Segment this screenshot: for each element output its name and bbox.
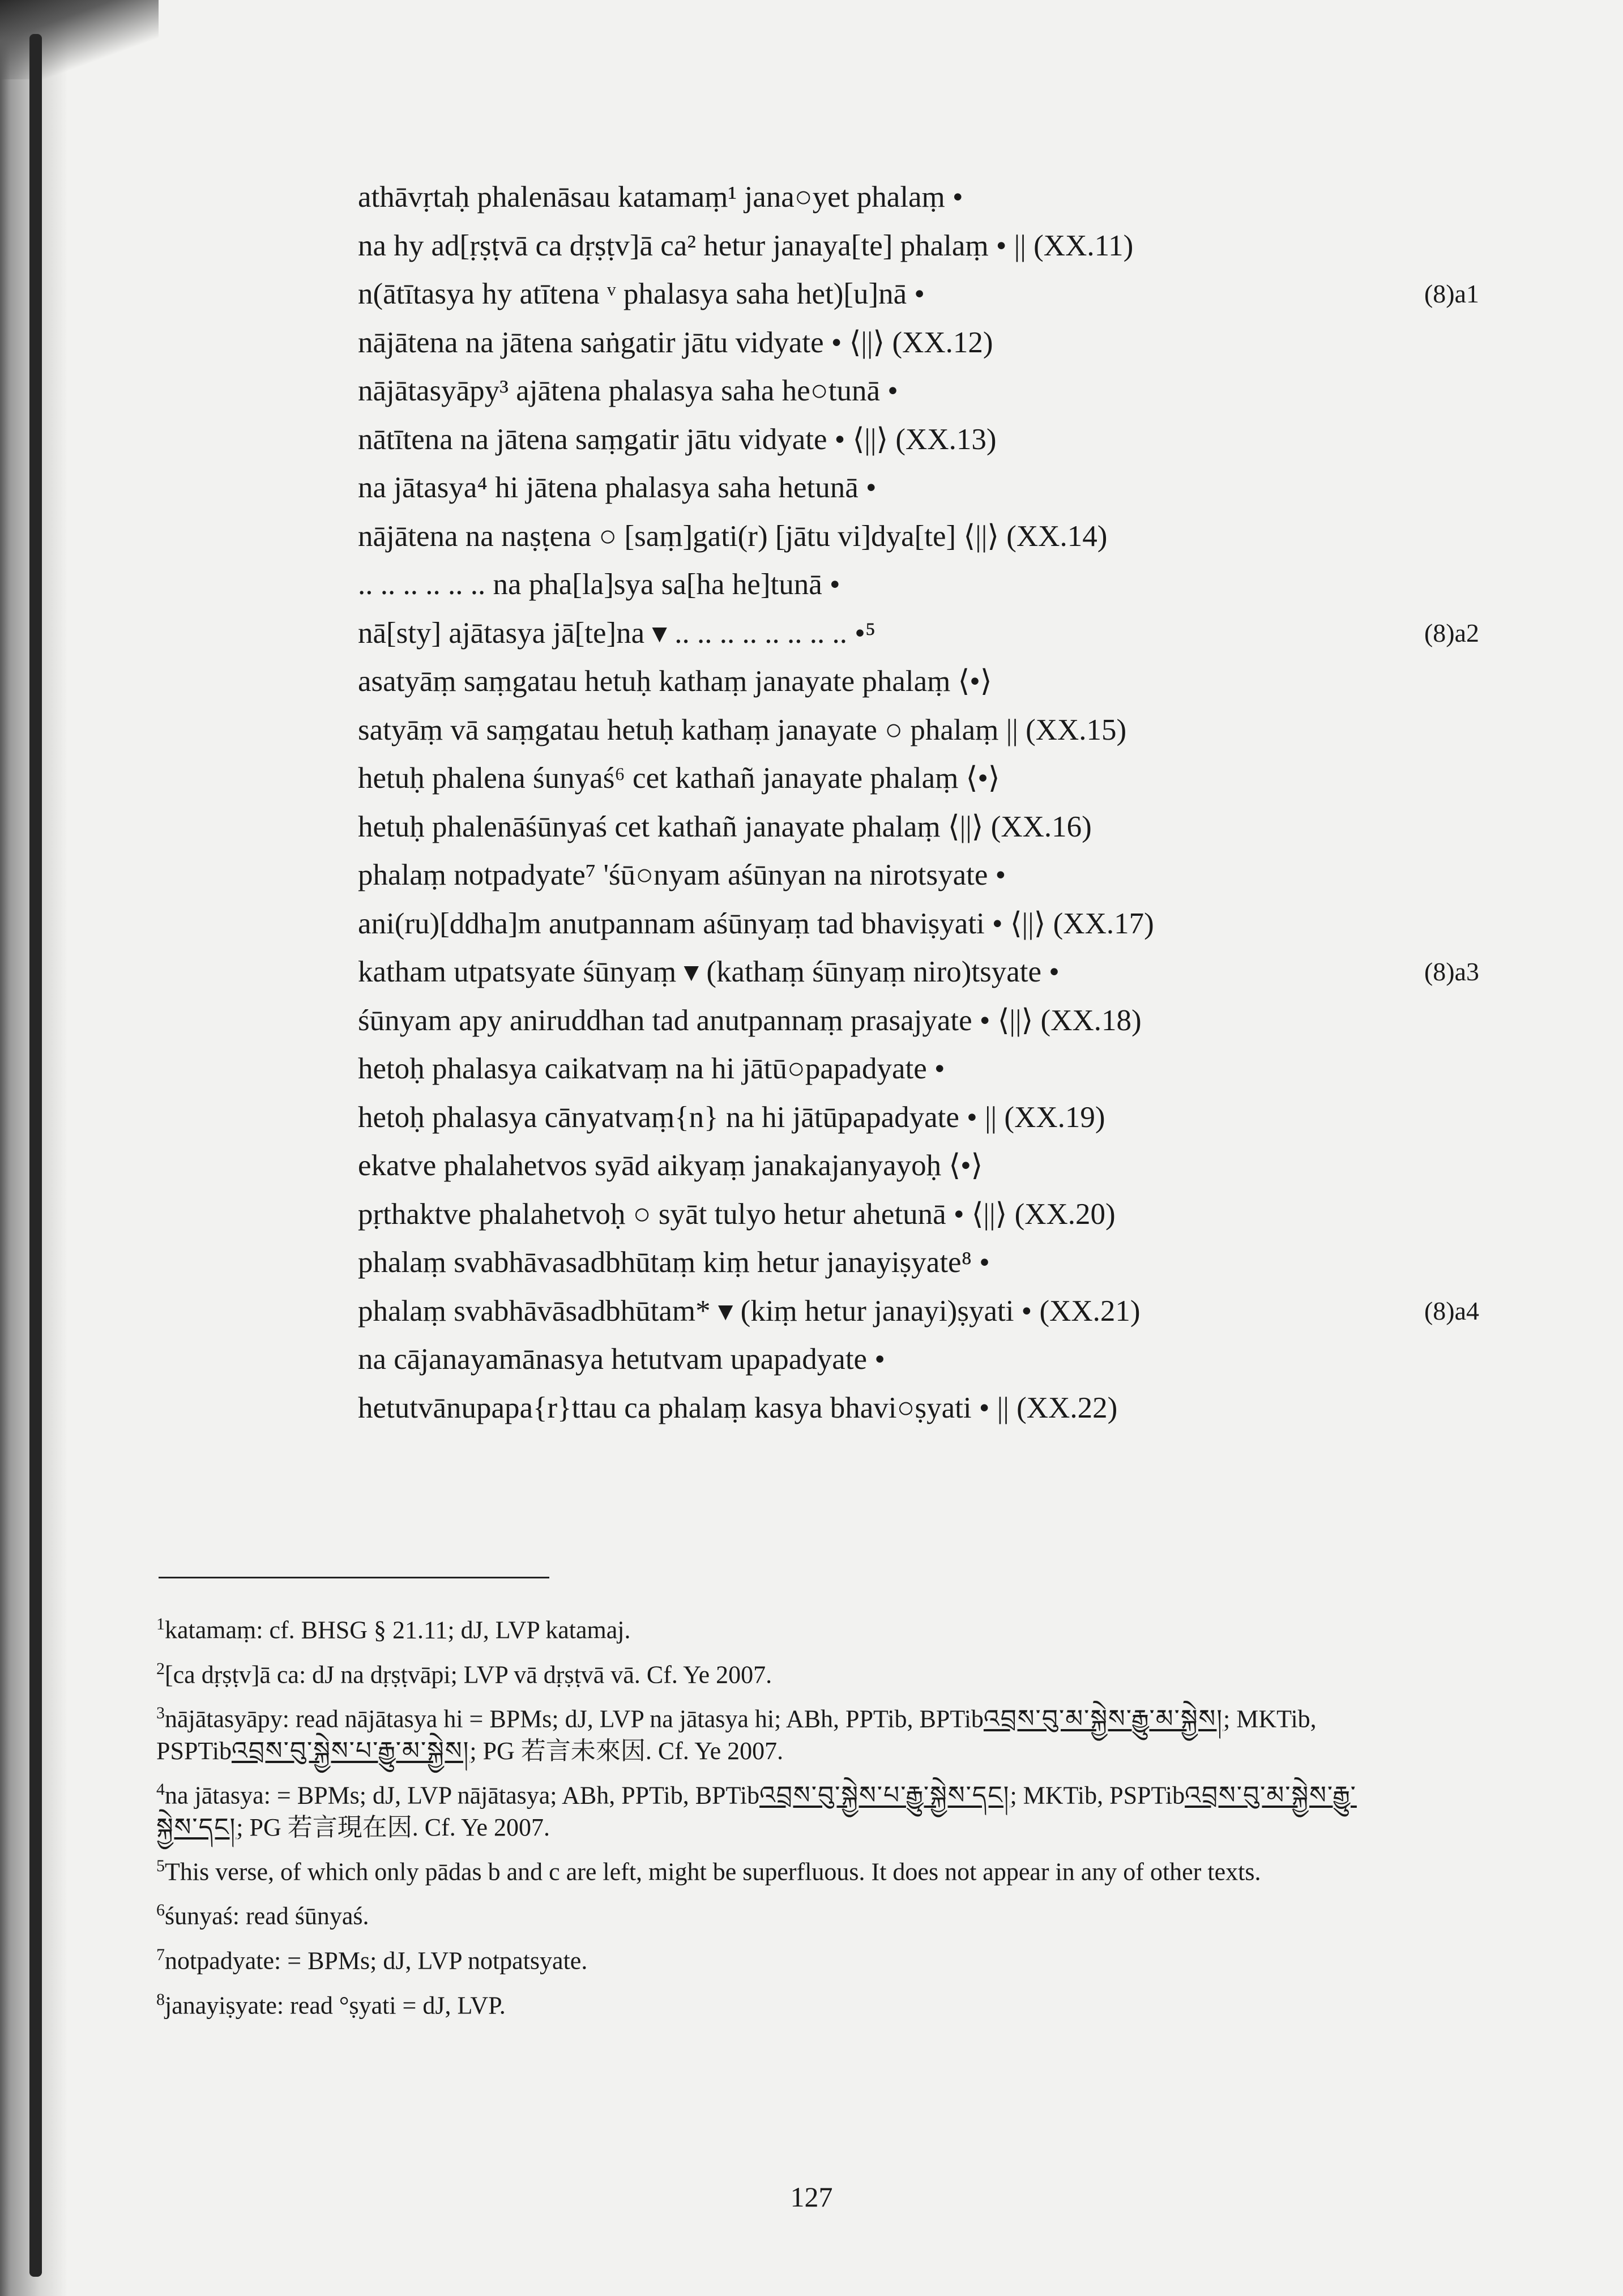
footnote-text: śunyaś: read śūnyaś. — [165, 1902, 369, 1930]
verse-line — [358, 1242, 1490, 1291]
verse-text: phalaṃ svabhāvāsadbhūtam* ▾ (kiṃ hetur janayi)ṣyati • (XX.21) — [358, 1294, 1141, 1328]
footnote-text: ; PG 若言現在因. Cf. Ye 2007. — [236, 1813, 550, 1841]
verse-text: pṛthaktve phalahetvoḥ ○ syāt tulyo hetur ahetunā • ⟨||⟩ (XX.20) — [358, 1197, 1116, 1231]
verse-text: na cājanayamānasya hetutvam upapadyate • — [358, 1343, 885, 1376]
footnote — [156, 1653, 1368, 1691]
binding-corner — [0, 0, 159, 79]
footnote — [156, 1939, 1368, 1977]
footnote-text: ; PG 若言未來因. Cf. Ye 2007. — [469, 1736, 784, 1765]
verse-text: katham utpatsyate śūnyaṃ ▾ (kathaṃ śūnyaṃ niro)tsyate • — [358, 955, 1060, 988]
verse-line — [358, 903, 1490, 952]
footnotes — [156, 1608, 1368, 2028]
verse-text: nā[sty] ajātasya jā[te]na ▾ .. .. .. .. .. .. .. .. •⁵ — [358, 616, 876, 650]
verse-line — [358, 177, 1490, 225]
verse-text: hetutvānupapa{r}ttau ca phalaṃ kasya bhavi○ṣyati • || (XX.22) — [358, 1391, 1118, 1424]
verse-line — [358, 1291, 1490, 1339]
verse-line — [358, 225, 1490, 274]
verse-line — [358, 516, 1490, 565]
footnote-text: notpadyate: = BPMs; dJ, LVP notpatsyate. — [165, 1947, 588, 1975]
verse-text: hetoḥ phalasya caikatvaṃ na hi jātū○papadyate • — [358, 1052, 945, 1085]
verse-text: athāvṛtaḥ phalenāsau katamaṃ¹ jana○yet phalaṃ • — [358, 181, 963, 214]
verse-text: hetuḥ phalena śunyaś⁶ cet kathañ janayate phalaṃ ⟨•⟩ — [358, 762, 1000, 795]
verse-line — [358, 1145, 1490, 1194]
verse-text: hetoḥ phalasya cānyatvaṃ{n} na hi jātūpapadyate • || (XX.19) — [358, 1100, 1105, 1134]
footnote-rule — [159, 1577, 549, 1578]
footnote-number: 5 — [156, 1856, 165, 1875]
verse-line — [358, 710, 1490, 758]
verse-text: n(ātītasya hy atītena ᵛ phalasya saha het)[u]nā • — [358, 278, 925, 310]
verse-line — [358, 370, 1490, 419]
footnote-text: ; MKTib, PSPTib — [156, 1705, 1317, 1765]
verse-text: phalaṃ notpadyate⁷ 'śū○nyam aśūnyan na nirotsyate • — [358, 859, 1006, 891]
verse-line — [358, 758, 1490, 806]
footnote-number: 7 — [156, 1945, 165, 1964]
verse-line — [358, 855, 1490, 903]
footnote-text: This verse, of which only pādas b and c are left, might be superfluous. It does not appear in any of other texts. — [165, 1858, 1261, 1886]
verse-line — [358, 1388, 1490, 1436]
verse-line — [358, 661, 1490, 710]
tibetan-text: འབྲས་བུ་མ་སྐྱེས་རྒྱུ་མ་སྐྱེས། — [983, 1705, 1223, 1733]
verse-line — [358, 419, 1490, 468]
footnote-number: 8 — [156, 1990, 165, 2009]
verse-text: phalaṃ svabhāvasadbhūtaṃ kiṃ hetur janayiṣyate⁸ • — [358, 1246, 990, 1279]
footnote-text: janayiṣyate: read °ṣyati = dJ, LVP. — [165, 1991, 506, 2020]
verse-line — [358, 1339, 1490, 1388]
verse-line — [358, 564, 1490, 613]
footnote-number: 1 — [156, 1615, 165, 1633]
verse-text: satyāṃ vā saṃgatau hetuḥ kathaṃ janayate ○ phalaṃ || (XX.15) — [358, 713, 1127, 746]
footnote-number: 2 — [156, 1659, 165, 1678]
folio-reference: (8)a3 — [1424, 957, 1479, 986]
verse-text: ani(ru)[ddha]m anutpannam aśūnyaṃ tad bhaviṣyati • ⟨||⟩ (XX.17) — [358, 907, 1154, 940]
verse-text: nājātasyāpy³ ajātena phalasya saha he○tunā • — [358, 374, 898, 407]
verse-text: .. .. .. .. .. .. na pha[la]sya sa[ha he]tunā • — [358, 568, 840, 601]
verse-line — [358, 1000, 1490, 1049]
verse-text: nājātena na jātena saṅgatir jātu vidyate • ⟨||⟩ (XX.12) — [358, 326, 993, 359]
footnote-text: na jātasya: = BPMs; dJ, LVP nājātasya; ABh, PPTib, BPTib — [165, 1781, 760, 1810]
folio-reference: (8)a4 — [1424, 1296, 1479, 1325]
footnote — [156, 1697, 1368, 1767]
verse-line — [358, 1048, 1490, 1097]
footnote-number: 6 — [156, 1901, 165, 1920]
footnote — [156, 1774, 1368, 1843]
footnote-number: 3 — [156, 1704, 165, 1723]
footnote — [156, 1984, 1368, 2022]
verse-text: na jātasya⁴ hi jātena phalasya saha hetunā • — [358, 471, 877, 504]
page-number: 127 — [790, 2181, 833, 2213]
folio-reference: (8)a2 — [1424, 618, 1479, 647]
footnote-text: ; MKTib, PSPTib — [1010, 1781, 1185, 1810]
verse-line — [358, 1097, 1490, 1146]
footnote-text: nājātasyāpy: read nājātasya hi = BPMs; dJ, LVP na jātasya hi; ABh, PPTib, BPTib — [165, 1705, 984, 1733]
verse-line — [358, 806, 1490, 855]
verse-line — [358, 322, 1490, 371]
verse-text: hetuḥ phalenāśūnyaś cet kathañ janayate phalaṃ ⟨||⟩ (XX.16) — [358, 810, 1092, 843]
footnote — [156, 1894, 1368, 1932]
verse-line — [358, 467, 1490, 516]
tibetan-text: འབྲས་བུ་མ་སྐྱེས་རྒྱུ་སྐྱེས་དང། — [156, 1781, 1357, 1841]
verse-line — [358, 613, 1490, 662]
footnote — [156, 1608, 1368, 1646]
footnote-text: katamaṃ: cf. BHSG § 21.11; dJ, LVP katamaj. — [165, 1616, 631, 1644]
folio-reference: (8)a1 — [1424, 279, 1479, 308]
verse-text: ekatve phalahetvos syād aikyaṃ janakajanyayoḥ ⟨•⟩ — [358, 1149, 983, 1182]
footnote-text: [ca dṛṣṭv]ā ca: dJ na dṛṣṭvāpi; LVP vā dṛṣṭvā vā. Cf. Ye 2007. — [165, 1661, 772, 1689]
verse-line — [358, 274, 1490, 322]
verse-text: nājātena na naṣṭena ○ [saṃ]gati(r) [jātu vi]dya[te] ⟨||⟩ (XX.14) — [358, 519, 1108, 553]
footnote-number: 4 — [156, 1779, 165, 1799]
binding-edge — [29, 34, 42, 2277]
verse-text: śūnyam apy aniruddhan tad anutpannaṃ prasajyate • ⟨||⟩ (XX.18) — [358, 1004, 1142, 1037]
verse-text: nātītena na jātena saṃgatir jātu vidyate • ⟨||⟩ (XX.13) — [358, 423, 997, 456]
verse-line — [358, 951, 1490, 1000]
verse-text: asatyāṃ saṃgatau hetuḥ kathaṃ janayate phalaṃ ⟨•⟩ — [358, 665, 992, 698]
tibetan-text: འབྲས་བུ་སྐྱེས་པ་རྒྱུ་སྐྱེས་དང། — [759, 1781, 1010, 1810]
verse-block — [358, 177, 1490, 1436]
footnote — [156, 1850, 1368, 1888]
tibetan-text: འབྲས་བུ་སྐྱེས་པ་རྒྱུ་མ་སྐྱེས། — [231, 1736, 470, 1765]
verse-line — [358, 1194, 1490, 1243]
verse-text: na hy ad[ṛṣṭvā ca dṛṣṭv]ā ca² hetur janaya[te] phalaṃ • || (XX.11) — [358, 229, 1134, 262]
